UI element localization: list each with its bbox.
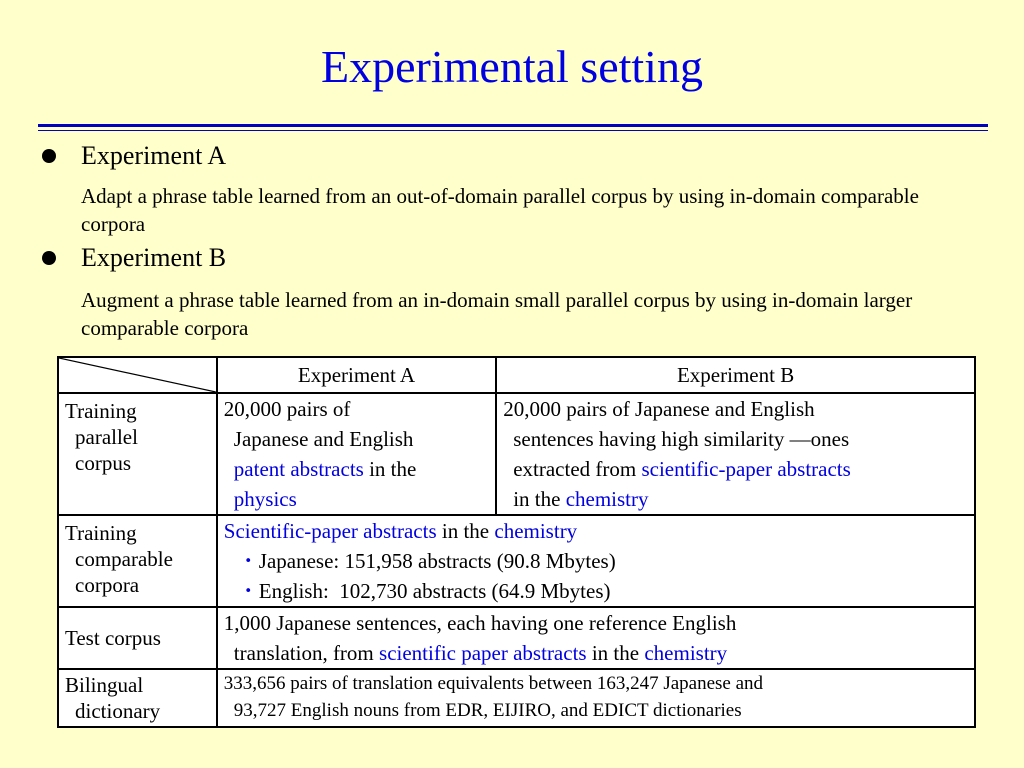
list-item <box>224 546 970 576</box>
bullet-icon: ・ <box>237 579 259 603</box>
table-header-row <box>58 357 975 393</box>
cell-text: in the <box>363 457 417 481</box>
cell-line: 93,727 English nouns from EDR, EIJIRO, and EDICT dictionaries <box>233 700 742 721</box>
label-line: comparable <box>75 547 173 571</box>
cell-text: in the <box>436 519 495 543</box>
cell-text: translation, from <box>233 641 380 665</box>
cell-line: Japanese and English <box>233 427 414 451</box>
training-parallel-b <box>496 393 975 515</box>
domain-highlight: scientific paper abstracts <box>379 641 587 665</box>
cell-line <box>224 484 491 514</box>
cell-line: 333,656 pairs of translation equivalents between 163,247 Japanese and <box>223 673 764 694</box>
row-label-bilingual-dictionary <box>58 669 217 727</box>
diagonal-header-cell <box>58 357 217 393</box>
domain-highlight: chemistry <box>644 641 728 665</box>
test-corpus-cell <box>217 607 975 669</box>
cell-line <box>503 484 970 514</box>
label-line: corpora <box>75 573 140 597</box>
row-label-training-parallel <box>58 393 217 515</box>
domain-highlight: Scientific-paper abstracts <box>223 519 437 543</box>
list-item <box>224 576 970 606</box>
label-line: parallel <box>75 425 138 449</box>
training-parallel-a <box>217 393 496 515</box>
cell-line: 20,000 pairs of Japanese and English <box>503 397 815 421</box>
list-item-text: Japanese: 151,958 abstracts (90.8 Mbytes) <box>258 549 616 573</box>
cell-line <box>503 454 970 484</box>
cell-text: extracted from <box>513 457 642 481</box>
table-row <box>58 515 975 607</box>
bullet-dot <box>42 251 56 265</box>
cell-line <box>224 638 970 668</box>
experiment-a-description: Adapt a phrase table learned from an out-of-domain parallel corpus by using in-domain comparable corpora <box>81 184 919 236</box>
settings-table <box>57 356 976 728</box>
experiment-b-description: Augment a phrase table learned from an in-domain small parallel corpus by using in-domain larger comparable corpora <box>81 288 913 340</box>
label-line: dictionary <box>75 699 161 723</box>
domain-highlight: physics <box>233 487 297 511</box>
label-line: Training <box>65 521 137 545</box>
domain-highlight: chemistry <box>565 487 649 511</box>
cell-line <box>224 516 970 546</box>
bullet-dot <box>42 149 56 163</box>
domain-highlight: scientific-paper abstracts <box>641 457 851 481</box>
cell-line: sentences having high similarity ―ones <box>513 427 850 451</box>
experiment-a-title: Experiment A <box>81 141 227 170</box>
domain-highlight: patent abstracts <box>233 457 364 481</box>
title-divider-thin <box>38 130 988 131</box>
cell-line: 20,000 pairs of <box>223 397 351 421</box>
experiment-b-title: Experiment B <box>81 243 227 272</box>
cell-line: 1,000 Japanese sentences, each having one reference English <box>223 611 737 635</box>
label-line: corpus <box>75 451 131 475</box>
label-line: Training <box>65 399 137 423</box>
cell-text: in the <box>513 487 566 511</box>
domain-highlight: chemistry <box>494 519 578 543</box>
header-experiment-b: Experiment B <box>496 357 975 393</box>
cell-text: in the <box>586 641 645 665</box>
list-item-text: English: 102,730 abstracts (64.9 Mbytes) <box>258 579 611 603</box>
label-line: Bilingual <box>65 673 144 697</box>
training-comparable-cell <box>217 515 975 607</box>
title-divider <box>38 124 988 127</box>
row-label-training-comparable <box>58 515 217 607</box>
table-row <box>58 669 975 727</box>
bilingual-dictionary-cell <box>217 669 975 727</box>
cell-line <box>224 454 491 484</box>
table-row <box>58 393 975 515</box>
header-experiment-a: Experiment A <box>217 357 496 393</box>
slide-title: Experimental setting <box>321 41 703 92</box>
bullet-icon: ・ <box>237 549 259 573</box>
table-row <box>58 607 975 669</box>
row-label-test-corpus: Test corpus <box>58 607 217 669</box>
